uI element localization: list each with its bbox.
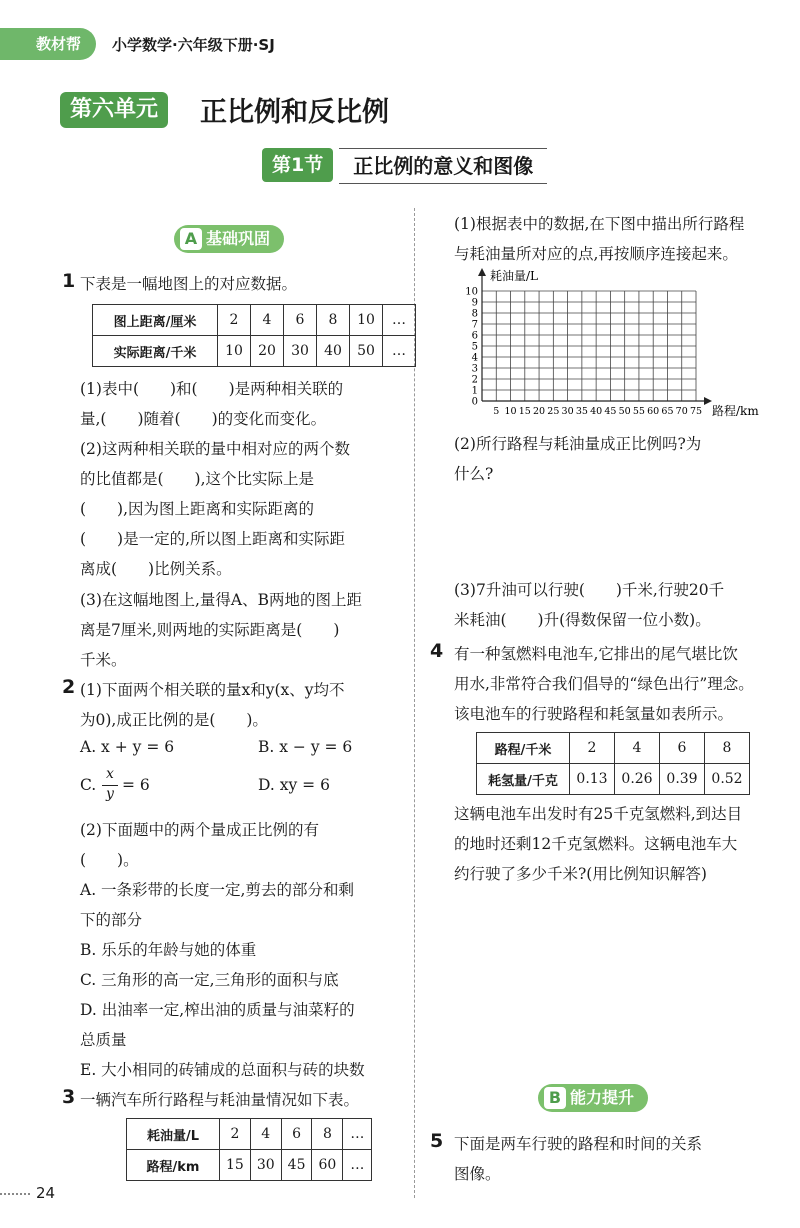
q4-line: 这辆电池车出发时有25千克氢燃料,到达目 xyxy=(454,805,743,823)
x-tick-label: 50 xyxy=(618,406,631,417)
table-header-cell: 耗氢量/千克 xyxy=(477,764,570,795)
table-cell: 60 xyxy=(312,1150,343,1181)
q2-option-b: B. x − y = 6 xyxy=(258,738,353,756)
table-row xyxy=(127,1119,372,1150)
table-cell: … xyxy=(383,336,416,367)
question-3-intro: 一辆汽车所行路程与耗油量情况如下表。 xyxy=(80,1091,360,1109)
q2-line: (2)下面题中的两个量成正比例的有 xyxy=(80,821,319,839)
x-tick-label: 20 xyxy=(533,406,546,417)
section-heading xyxy=(262,148,547,184)
option-c-label: C. xyxy=(80,776,97,794)
section-b-pill xyxy=(538,1084,648,1112)
fuel-distance-grid-chart xyxy=(430,264,780,424)
q1-line: 千米。 xyxy=(80,651,127,669)
table-cell: 45 xyxy=(281,1150,312,1181)
y-tick-label: 7 xyxy=(471,319,478,331)
q2-line: 下的部分 xyxy=(80,911,143,929)
x-tick-label: 15 xyxy=(518,406,531,417)
table-row xyxy=(127,1150,372,1181)
fraction-denominator: y xyxy=(106,786,114,802)
section-badge: 第1节 xyxy=(262,148,333,182)
y-tick-label: 6 xyxy=(471,330,478,342)
table-cell: 30 xyxy=(250,1150,281,1181)
y-axis-arrow xyxy=(478,268,486,276)
x-axis-arrow xyxy=(704,397,712,405)
unit-title: 正比例和反比例 xyxy=(200,97,389,128)
q4-line: 用水,非常符合我们倡导的“绿色出行”理念。 xyxy=(454,675,754,693)
table-cell: 10 xyxy=(218,336,251,367)
table-cell: … xyxy=(343,1119,372,1150)
table-cell: 4 xyxy=(250,1119,281,1150)
section-a-label: 基础巩固 xyxy=(206,229,271,248)
x-tick-label: 60 xyxy=(647,406,660,417)
footer-rule xyxy=(0,1193,30,1195)
table-cell: … xyxy=(383,305,416,336)
x-tick-label: 75 xyxy=(689,406,703,417)
unit-badge: 第六单元 xyxy=(60,92,168,128)
x-tick-label: 40 xyxy=(590,406,603,417)
y-tick-label: 2 xyxy=(471,374,478,386)
x-tick-label: 55 xyxy=(632,406,645,417)
table-cell: 2 xyxy=(218,305,251,336)
q2-line: 为0),成正比例的是( )。 xyxy=(80,711,268,729)
q1-line: 离成( )比例关系。 xyxy=(80,560,232,578)
section-title: 正比例的意义和图像 xyxy=(339,148,547,184)
q3-part3-line: 米耗油( )升(得数保留一位小数)。 xyxy=(454,611,711,629)
y-tick-label: 9 xyxy=(471,297,478,309)
q2-line: C. 三角形的高一定,三角形的面积与底 xyxy=(80,971,339,989)
table-cell: 0.39 xyxy=(660,764,705,795)
table-header-cell: 耗油量/L xyxy=(127,1119,220,1150)
q4-line: 有一种氢燃料电池车,它排出的尾气堪比饮 xyxy=(454,645,738,663)
table-cell: 0.13 xyxy=(570,764,615,795)
q2-line: 总质量 xyxy=(80,1031,127,1049)
q1-line: 的比值都是( ),这个比实际上是 xyxy=(80,470,315,488)
y-tick-label: 4 xyxy=(471,352,478,364)
question-4-number: 4 xyxy=(430,640,444,662)
question-3-number: 3 xyxy=(62,1086,76,1108)
table-cell: 6 xyxy=(660,733,705,764)
q4-line: 该电池车的行驶路程和耗氢量如表所示。 xyxy=(454,705,734,723)
table-cell: 20 xyxy=(251,336,284,367)
option-c-rhs: = 6 xyxy=(122,776,150,794)
book-subject: 小学数学·六年级下册·SJ xyxy=(112,36,275,54)
q1-line: (1)表中( )和( )是两种相关联的 xyxy=(80,380,344,398)
x-tick-label: 70 xyxy=(675,406,688,417)
q1-line: ( )是一定的,所以图上距离和实际距 xyxy=(80,530,346,548)
page-number: 24 xyxy=(36,1184,56,1202)
y-tick-label: 0 xyxy=(471,396,478,408)
table-header-cell: 路程/km xyxy=(127,1150,220,1181)
q1-line: ( ),因为图上距离和实际距离的 xyxy=(80,500,315,518)
q1-line: 离是7厘米,则两地的实际距离是( ) xyxy=(80,621,340,639)
q3-part1-line: (1)根据表中的数据,在下图中描出所行路程 xyxy=(454,215,745,233)
section-a-letter: A xyxy=(180,228,202,250)
table-cell: 4 xyxy=(251,305,284,336)
q3-part2-line: 什么? xyxy=(454,465,494,483)
q1-line: (2)这两种相关联的量中相对应的两个数 xyxy=(80,440,350,458)
table-cell: 50 xyxy=(350,336,383,367)
table-cell: 4 xyxy=(615,733,660,764)
q2-line: A. 一条彩带的长度一定,剪去的部分和剩 xyxy=(80,881,354,899)
x-tick-label: 35 xyxy=(575,406,588,417)
table-cell: 2 xyxy=(570,733,615,764)
q3-part1-line: 与耗油量所对应的点,再按顺序连接起来。 xyxy=(454,245,738,263)
x-tick-label: 25 xyxy=(547,406,560,417)
q4-line: 约行驶了多少千米?(用比例知识解答) xyxy=(454,865,707,883)
q1-line: 量,( )随着( )的变化而变化。 xyxy=(80,410,327,428)
section-b-label: 能力提升 xyxy=(570,1088,635,1107)
q4-line: 的地时还剩12千克氢燃料。这辆电池车大 xyxy=(454,835,738,853)
q5-line: 下面是两车行驶的路程和时间的关系 xyxy=(454,1135,703,1153)
fraction-numerator: x xyxy=(106,766,114,782)
table-header-cell: 图上距离/厘米 xyxy=(93,305,218,336)
chart-layer xyxy=(465,268,759,418)
table-row xyxy=(93,336,416,367)
q2-line: (1)下面两个相关联的量x和y(x、y均不 xyxy=(80,681,345,699)
table-header-cell: 路程/千米 xyxy=(477,733,570,764)
q4-table xyxy=(476,732,750,795)
x-tick-label: 65 xyxy=(661,406,674,417)
table-cell: 6 xyxy=(281,1119,312,1150)
q1-table xyxy=(92,304,416,367)
table-cell: 6 xyxy=(284,305,317,336)
table-cell: 8 xyxy=(317,305,350,336)
y-axis-label: 耗油量/L xyxy=(490,269,539,283)
x-tick-label: 45 xyxy=(604,406,617,417)
question-5-number: 5 xyxy=(430,1130,444,1152)
q1-line: (3)在这幅地图上,量得A、B两地的图上距 xyxy=(80,591,362,609)
q2-line: ( )。 xyxy=(80,851,139,869)
table-cell: 0.26 xyxy=(615,764,660,795)
section-b-letter: B xyxy=(544,1087,566,1109)
q3-part3-line: (3)7升油可以行驶( )千米,行驶20千 xyxy=(454,581,725,599)
table-cell: 2 xyxy=(220,1119,251,1150)
table-row xyxy=(477,733,750,764)
table-row xyxy=(477,764,750,795)
x-tick-label: 10 xyxy=(504,406,517,417)
q2-line: D. 出油率一定,榨出油的质量与油菜籽的 xyxy=(80,1001,355,1019)
q2-option-d: D. xy = 6 xyxy=(258,776,330,794)
table-header-cell: 实际距离/千米 xyxy=(93,336,218,367)
q2-line: E. 大小相同的砖铺成的总面积与砖的块数 xyxy=(80,1061,365,1079)
table-cell: 8 xyxy=(312,1119,343,1150)
brand-tag: 教材帮 xyxy=(0,28,96,60)
x-tick-label: 5 xyxy=(493,406,500,417)
table-cell: 10 xyxy=(350,305,383,336)
table-cell: 40 xyxy=(317,336,350,367)
y-tick-label: 3 xyxy=(471,363,478,375)
q3-part2-line: (2)所行路程与耗油量成正比例吗?为 xyxy=(454,435,702,453)
x-axis-label: 路程/km xyxy=(712,404,759,418)
q2-line: B. 乐乐的年龄与她的体重 xyxy=(80,941,257,959)
question-1-intro: 下表是一幅地图上的对应数据。 xyxy=(80,275,298,293)
question-1-number: 1 xyxy=(62,270,76,292)
x-tick-label: 30 xyxy=(561,406,574,417)
table-cell: 15 xyxy=(220,1150,251,1181)
table-row xyxy=(93,305,416,336)
y-tick-label: 1 xyxy=(471,385,478,397)
y-tick-label: 8 xyxy=(471,308,478,320)
q5-line: 图像。 xyxy=(454,1165,501,1183)
section-a-pill xyxy=(174,225,284,253)
table-cell: 8 xyxy=(705,733,750,764)
table-cell: 30 xyxy=(284,336,317,367)
q2-option-a: A. x + y = 6 xyxy=(80,738,175,756)
question-2-number: 2 xyxy=(62,676,76,698)
table-cell: 0.52 xyxy=(705,764,750,795)
y-tick-label: 5 xyxy=(471,341,478,353)
table-cell: … xyxy=(343,1150,372,1181)
q3-table xyxy=(126,1118,372,1181)
y-tick-label: 10 xyxy=(465,286,478,298)
